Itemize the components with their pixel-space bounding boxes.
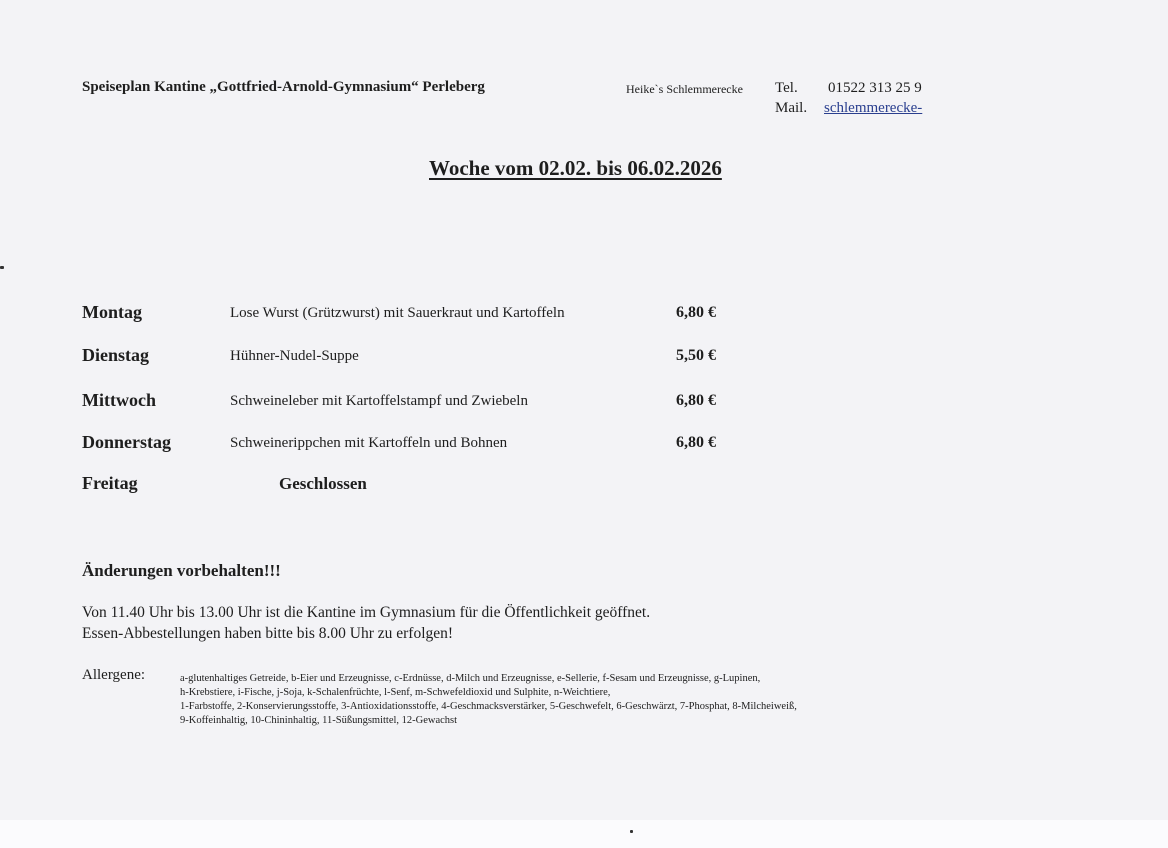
allergen-list [180,672,940,728]
scan-speck [630,830,633,833]
scan-bottom-edge [0,820,1168,848]
dish-name: Hühner-Nudel-Suppe [230,348,359,364]
day-label: Freitag [82,473,138,493]
tel-value: 01522 313 25 9 [828,80,922,96]
allergen-line: 9-Koffeinhaltig, 10-Chininhaltig, 11-Süßungsmittel, 12-Gewachst [180,715,458,726]
menu-row-wednesday [82,390,782,414]
dish-price: 6,80 € [676,392,716,409]
menu-row-tuesday [82,345,782,369]
closed-label: Geschlossen [279,474,367,493]
allergen-line: 1-Farbstoffe, 2-Konservierungsstoffe, 3-Antioxidationsstoffe, 4-Geschmacksverstärker, 5-Geschwefelt, 6-Geschwärzt, 7-Phosphat, 8-Milcheiweiß, [180,701,797,712]
opening-info: Von 11.40 Uhr bis 13.00 Uhr ist die Kantine im Gymnasium für die Öffentlichkeit geöffnet. [82,604,651,621]
dish-price: 6,80 € [676,304,716,321]
mail-label: Mail. [775,100,808,116]
menu-row-monday [82,302,782,326]
dish-price: 6,80 € [676,434,716,451]
allergen-line: h-Krebstiere, i-Fische, j-Soja, k-Schalenfrüchte, l-Senf, m-Schwefeldioxid und Sulphite, n-Weichtiere, [180,687,611,698]
cancellation-info: Essen-Abbestellungen haben bitte bis 8.00 Uhr zu erfolgen! [82,625,454,642]
tel-label: Tel. [775,80,798,96]
allergen-label: Allergene: [82,667,146,683]
header-title: Speiseplan Kantine „Gottfried-Arnold-Gymnasium“ Perleberg [82,79,485,95]
week-heading: Woche vom 02.02. bis 06.02.2026 [429,156,722,180]
menu-row-friday [82,473,782,497]
day-label: Dienstag [82,345,149,365]
day-label: Donnerstag [82,432,171,452]
menu-row-thursday [82,432,782,456]
shop-name: Heike`s Schlemmerecke [626,82,743,96]
dish-name: Lose Wurst (Grützwurst) mit Sauerkraut und Kartoffeln [230,305,565,321]
day-label: Mittwoch [82,390,156,410]
mail-link[interactable]: schlemmerecke- [824,100,923,116]
day-label: Montag [82,302,142,322]
changes-notice: Änderungen vorbehalten!!! [82,561,281,580]
allergen-line: a-glutenhaltiges Getreide, b-Eier und Erzeugnisse, c-Erdnüsse, d-Milch und Erzeugnisse, e-Sellerie, f-Sesam und Erzeugnisse, g-Lupinen, [180,673,761,684]
dish-name: Schweinerippchen mit Kartoffeln und Bohnen [230,435,508,451]
dish-name: Schweineleber mit Kartoffelstampf und Zwiebeln [230,393,528,409]
dish-price: 5,50 € [676,347,716,364]
scan-speck [0,266,4,269]
